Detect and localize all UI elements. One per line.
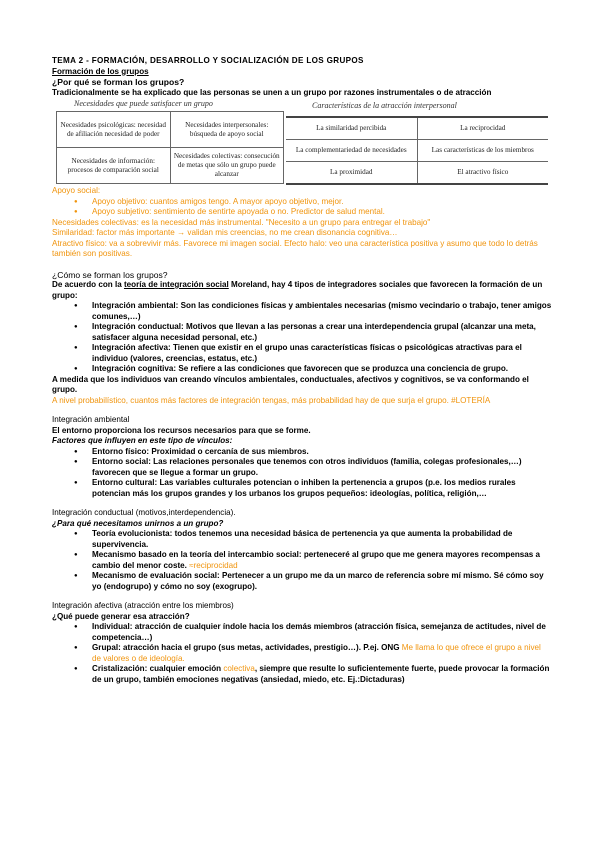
- list-item: [92, 571, 552, 592]
- list-item: ● Integración ambiental: Son las condiciones físicas y ambientales necesarias (mismo vecindario o trabajo, tener amigos comunes,…): [92, 301, 552, 322]
- question-how: ¿Cómo se forman los grupos?: [52, 269, 168, 280]
- list-item: ● Apoyo subjetivo: sentimiento de sentirte apoyada o no. Predictor de salud mental.: [92, 207, 552, 218]
- ambiental-factors-label: Factores que influyen en este tipo de vínculos:: [52, 436, 233, 445]
- attraction-cell: Las características de los miembros: [417, 140, 548, 162]
- moreland-intro: [52, 280, 552, 301]
- item-text: Mecanismo de evaluación social: Pertenecer a un grupo me da un marco de referencia sobre mí mismo. Sé cómo soy yo (endogrupo) y cómo no soy (exogrupo).: [92, 571, 544, 591]
- list-item: ● Integración afectiva: Tienen que existir en el grupo unas características físicas o psicológicas atractivas para el individuo (valores, creencias, estatus, etc.): [92, 343, 552, 364]
- list-item: ● Entorno físico: Proximidad o cercanía de sus miembros.: [92, 447, 552, 458]
- conductual-list: [52, 529, 552, 592]
- list-item: ● Integración conductual: Motivos que llevan a las personas a crear una interdependencia grupal (alcanzar una meta, satisfacer alguna necesidad personal, etc.): [92, 322, 552, 343]
- afectiva-heading: Integración afectiva (atracción entre los miembros): [52, 601, 234, 610]
- note-line: Similaridad: factor más importante → validan mis creencias, no me crean disonancia cognitiva…: [52, 228, 398, 237]
- attraction-cell: El atractivo físico: [417, 162, 548, 185]
- intro-post: Moreland, hay 4 tipos de integradores sociales que favorecen la formación de un grupo:: [52, 280, 543, 300]
- intro-pre: De acuerdo con la: [52, 280, 124, 289]
- attraction-cell: La complementariedad de necesidades: [286, 140, 417, 162]
- list-item: ● Integración cognitiva: Se refiere a las condiciones que favorecen que se produzca una conciencia de grupo.: [92, 364, 552, 375]
- item-text: Teoría evolucionista: todos tenemos una necesidad básica de pertenencia ya que aumenta la probabilidad de supervivencia.: [92, 529, 513, 549]
- conductual-heading: Integración conductual (motivos,interdependencia).: [52, 508, 236, 517]
- tables-figure: [52, 100, 552, 182]
- section-subtitle: Formación de los grupos: [52, 66, 149, 76]
- attraction-table: [286, 116, 548, 185]
- list-item: ● Entorno social: Las relaciones personales que tenemos con otros individuos (familia, colegas profesionales,…) favorecen que se llegue a formar un grupo.: [92, 457, 552, 478]
- conductual-question: ¿Para qué necesitamos unirnos a un grupo?: [52, 518, 224, 528]
- ong-note: Me llama lo que ofrece el grupo a nivel de valores o de ideología.: [92, 643, 541, 663]
- item-text: Cristalización: cualquier emoción: [92, 664, 224, 673]
- list-item: [92, 529, 552, 550]
- item-text: Grupal: atracción hacia el grupo (sus metas, actividades, prestigio…). P.ej. ONG: [92, 643, 402, 652]
- table1-caption: Necesidades que puede satisfacer un grupo: [74, 99, 213, 108]
- list-item: [92, 550, 552, 571]
- afectiva-question: ¿Qué puede generar esa atracción?: [52, 611, 190, 621]
- integradores-list: [52, 301, 552, 375]
- ambiental-text: El entorno proporciona los recursos necesarios para que se forme.: [52, 425, 311, 435]
- intro-text: Tradicionalmente se ha explicado que las personas se unen a un grupo por razones instrumentales o de atracción: [52, 87, 492, 97]
- list-item: ● Individual: atracción de cualquier índole hacia los demás miembros (atracción física, semejanza de actitudes, nivel de competencia…): [92, 622, 552, 643]
- probabilistico-note: A nivel probabilístico, cuantos más factores de integración tengas, más probabilidad hay de que surja el grupo. #LOTERÍA: [52, 395, 491, 405]
- medida-text: A medida que los individuos van creando vínculos ambientales, conductuales, afectivos y cognitivos, se va conformando el grupo.: [52, 374, 529, 394]
- theory-link-text: teoría de integración social: [123, 280, 229, 289]
- list-item: [92, 643, 552, 664]
- list-item: ● Apoyo objetivo: cuantos amigos tengo. A mayor apoyo objetivo, mejor.: [92, 197, 552, 208]
- needs-table: [56, 111, 284, 184]
- attraction-cell: La proximidad: [286, 162, 417, 185]
- document-page: [52, 56, 552, 685]
- attraction-cell: La similaridad percibida: [286, 117, 417, 140]
- note-line: Necesidades colectivas: es la necesidad más instrumental. "Necesito a un grupo para entregar el trabajo": [52, 217, 431, 227]
- reciprocidad-note: ≈reciprocidad: [189, 560, 238, 570]
- item-text: Mecanismo basado en la teoría del intercambio social: perteneceré al grupo que me genera mayores recompensas a cambio del menor coste.: [92, 550, 541, 570]
- needs-cell: Necesidades de información: procesos de comparación social: [57, 148, 171, 184]
- apoyo-label: Apoyo social:: [52, 186, 101, 195]
- needs-cell: Necesidades psicológicas: necesidad de afiliación necesidad de poder: [57, 112, 171, 148]
- list-item: [92, 664, 552, 685]
- needs-cell: Necesidades interpersonales: búsqueda de apoyo social: [170, 112, 284, 148]
- attraction-cell: La reciprocidad: [417, 117, 548, 140]
- colectiva-note: colectiva: [223, 664, 255, 673]
- table2-caption: Características de la atracción interpersonal: [312, 101, 457, 110]
- list-item: ● Entorno cultural: Las variables culturales potencian o inhiben la pertenencia a grupos (p.e. los medios rurales potencian más los grupos grandes y los urbanos los grupos pequeños: ideologías, política, religión,…: [92, 478, 552, 499]
- ambiental-list: [52, 447, 552, 500]
- needs-cell: Necesidades colectivas: consecución de metas que sólo un grupo puede alcanzar: [170, 148, 284, 184]
- ambiental-heading: Integración ambiental: [52, 415, 130, 424]
- question-why: ¿Por qué se forman los grupos?: [52, 77, 185, 87]
- item-text: , siempre que resulte lo suficientemente fuerte, puede provocar la formación de un grupo, también emociones negativas (ansiedad, miedo, etc. Ej.:Dictaduras): [92, 664, 550, 684]
- note-line: Atractivo físico: va a sobrevivir más. Favorece mi imagen social. Efecto halo: veo una característica positiva y asumo que todo lo detrás también son positivas.: [52, 238, 538, 258]
- document-title: TEMA 2 - FORMACIÓN, DESARROLLO Y SOCIALIZACIÓN DE LOS GRUPOS: [52, 56, 364, 65]
- afectiva-list: [52, 622, 552, 685]
- apoyo-list: [52, 197, 552, 218]
